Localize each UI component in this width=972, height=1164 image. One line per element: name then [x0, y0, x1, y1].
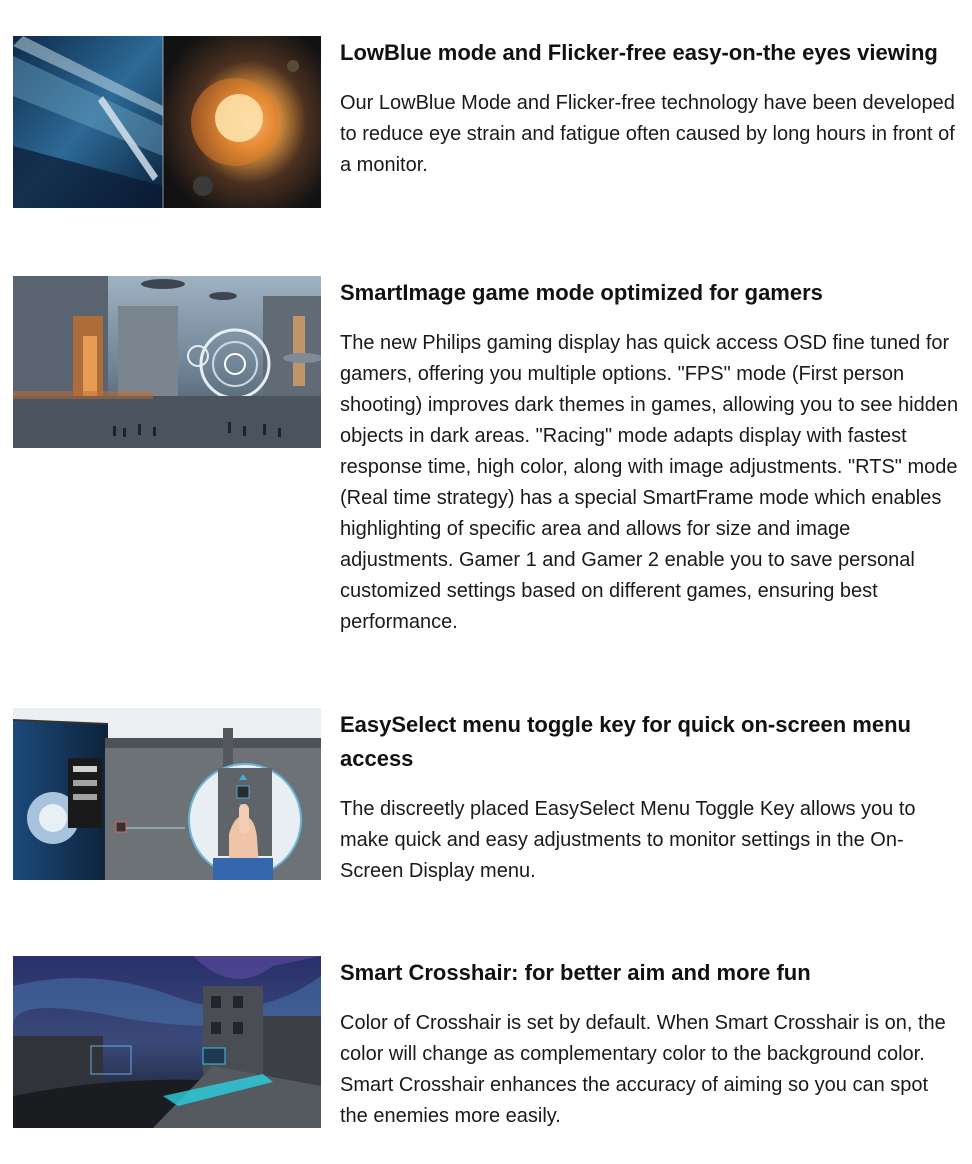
feature-smartimage-text — [340, 276, 960, 638]
feature-smart-crosshair-description: Color of Crosshair is set by default. When Smart Crosshair is on, the color will change as complementary color to the background color. Smart Crosshair enhances the accuracy of aiming so you can spot the enemies more easily. — [340, 1012, 946, 1127]
feature-lowblue-title: LowBlue mode and Flicker-free easy-on-the eyes viewing — [340, 40, 938, 65]
feature-smartimage-title: SmartImage game mode optimized for gamers — [340, 280, 823, 305]
feature-easyselect-text — [340, 708, 960, 887]
feature-lowblue-text — [340, 36, 960, 181]
feature-easyselect-description: The discreetly placed EasySelect Menu Toggle Key allows you to make quick and easy adjustments to monitor settings in the On-Screen Display menu. — [340, 798, 916, 882]
feature-smart-crosshair-text — [340, 956, 960, 1132]
easyselect-monitor-toggle-key-image — [13, 708, 321, 880]
feature-smart-crosshair-title: Smart Crosshair: for better aim and more fun — [340, 960, 811, 985]
smart-crosshair-battlefield-image — [13, 956, 321, 1128]
lowblue-space-explosion-image — [13, 36, 321, 208]
feature-lowblue-description: Our LowBlue Mode and Flicker-free technology have been developed to reduce eye strain and fatigue often caused by long hours in front of a monitor. — [340, 92, 955, 176]
smartimage-futuristic-city-image — [13, 276, 321, 448]
feature-easyselect-title: EasySelect menu toggle key for quick on-screen menu access — [340, 712, 911, 771]
feature-smartimage-description: The new Philips gaming display has quick access OSD fine tuned for gamers, offering you multiple options. "FPS" mode (First person shooting) improves dark themes in games, allowing you to see hidden objects in dark areas. "Racing" mode adapts display with fastest response time, high color, along with image adjustments. "RTS" mode (Real time strategy) has a special SmartFrame mode which enables highlighting of specific area and allows for size and image adjustments. Gamer 1 and Gamer 2 enable you to save personal customized settings based on different games, ensuring best performance. — [340, 332, 959, 633]
